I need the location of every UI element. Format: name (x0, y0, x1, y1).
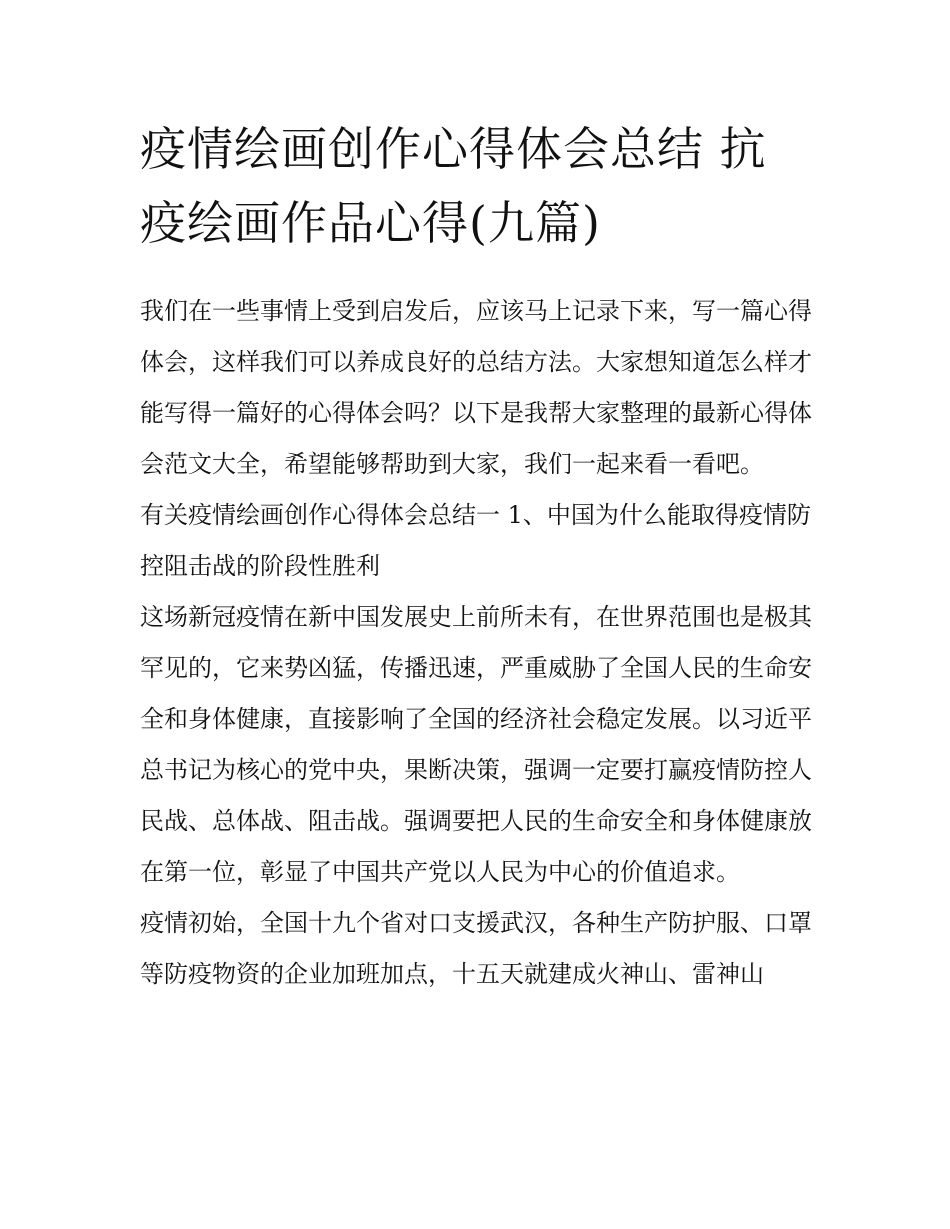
section-heading: 有关疫情绘画创作心得体会总结一 1、中国为什么能取得疫情防控阻击战的阶段性胜利 (140, 501, 811, 580)
document-title: 疫情绘画创作心得体会总结 抗疫绘画作品心得(九篇) (140, 122, 767, 250)
paragraph-body: 这场新冠疫情在新中国发展史上前所未有，在世界范围也是极其罕见的，它来势凶猛，传播迅速，严重威胁了全国人民的生命安全和身体健康，直接影响了全国的经济社会稳定发展。以习近平总书记为核心的党中央，果断决策，强调一定要打赢疫情防控人民战、总体战、阻击战。强调要把人民的生命安全和身体健康放在第一位，彰显了中国共产党以人民为中心的价值追求。 (140, 603, 812, 886)
paragraph-intro: 我们在一些事情上受到启发后，应该马上记录下来，写一篇心得体会，这样我们可以养成良好的总结方法。大家想知道怎么样才能写得一篇好的心得体会吗？以下是我帮大家整理的最新心得体会范文大全，希望能够帮助到大家，我们一起来看一看吧。 (140, 297, 812, 478)
paragraph-body: 疫情初始，全国十九个省对口支援武汉，各种生产防护服、口罩等防疫物资的企业加班加点，十五天就建成火神山、雷神山 (140, 909, 812, 988)
